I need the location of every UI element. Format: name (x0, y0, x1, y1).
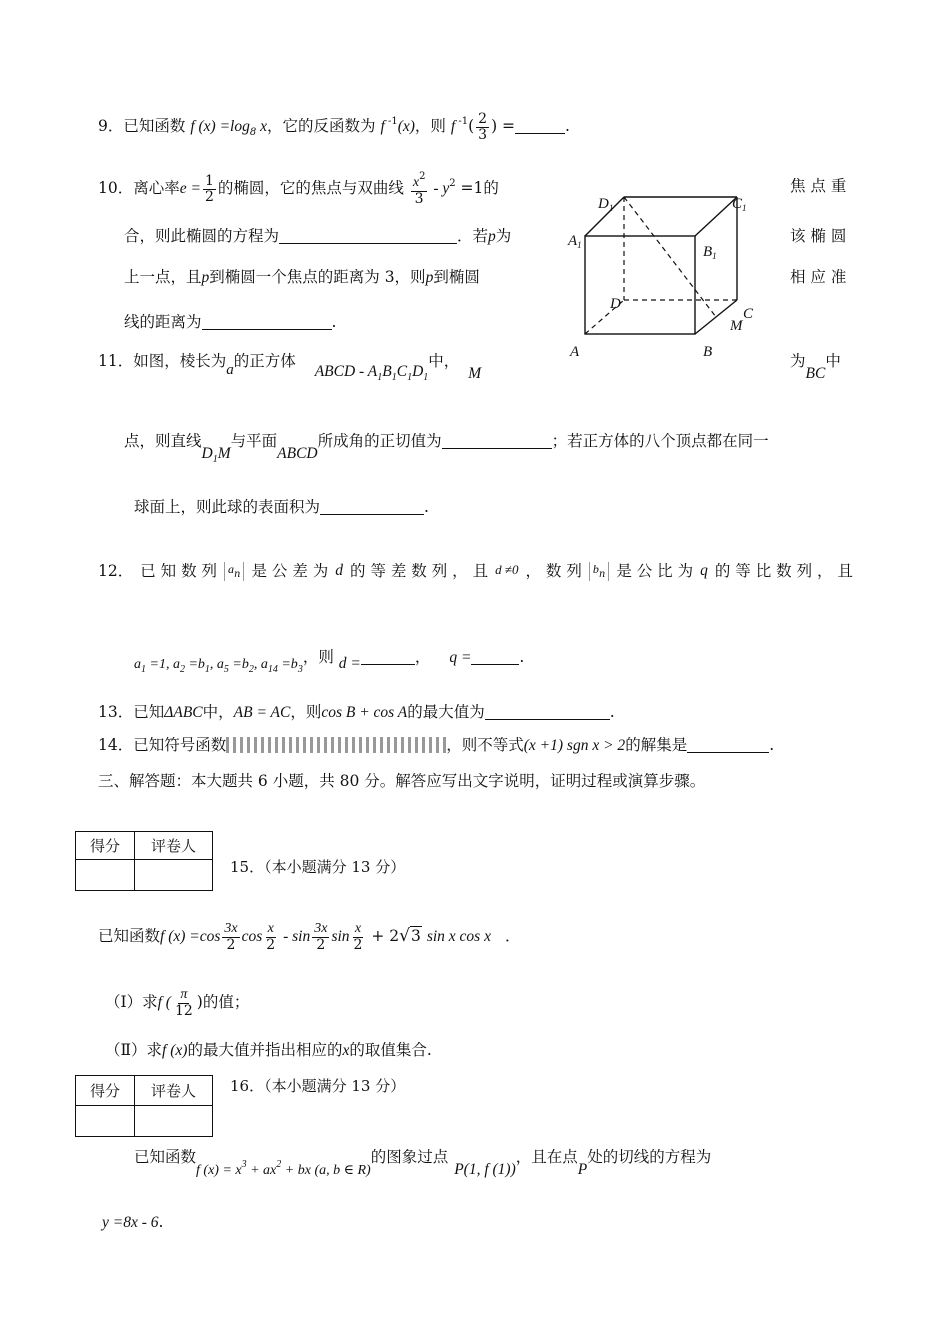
q13-answer-blank[interactable] (485, 704, 610, 721)
sgn-definition-image (226, 737, 446, 753)
q14-answer-blank[interactable] (687, 737, 769, 754)
score-table-16 (75, 1075, 213, 1137)
q9-line: 9．已知函数 f $(x) =\log_8$ x，它的反函数为 f $^{-1}$(x)，则 f $^{-1}$( $\frac{2}{3}$ ) = . (98, 111, 570, 143)
section-3-heading: 三、解答题：本大题共 6 小题，共 80 分。解答应写出文字说明，证明过程或演算步骤。 (98, 772, 706, 790)
label-b: B (703, 344, 713, 360)
q14-line: 14．已知符号函数 ，则不等式(x +1) sgn x > 2的解集是 . (98, 736, 775, 754)
score-cell[interactable] (76, 860, 135, 891)
q10-line1: 10．离心率e = $\frac{1}{2}$ 的椭圆，它的焦点与双曲线 $\frac{x^2}{3}$ - $y^2 =1$的 (98, 171, 499, 207)
label-m: M (730, 318, 743, 334)
grader-cell[interactable] (135, 860, 213, 891)
score-header: 得分 (76, 1076, 135, 1106)
q11-tangent-blank[interactable] (442, 433, 552, 450)
q16-line1: 已知函数f $(x) = x^3 + ax^2$ + bx (a, b ∈ R)的图象过点P(1, f (1))，且在点P处的切线的方程为 (134, 1148, 712, 1178)
label-a: A (570, 344, 580, 360)
label-d: D (610, 296, 621, 312)
score-header: 得分 (76, 832, 135, 860)
q10-right3: 相 应 准 (790, 268, 847, 286)
q11-line1: 11．如图，棱长为a的正方体 ABCD - $A_1B_1C_1D_1$中， M (98, 352, 482, 383)
cube-edge-b1c1 (695, 197, 737, 236)
cube-figure (560, 188, 780, 368)
q10-e-fraction: $\frac{1}{2}$ (204, 173, 214, 205)
label-b1: $B_1$ (703, 244, 717, 261)
q10-right2: 该 椭 圆 (790, 227, 847, 245)
q10-distance-blank[interactable] (202, 314, 332, 331)
grader-header: 评卷人 (135, 832, 213, 860)
grader-cell[interactable] (135, 1106, 213, 1137)
label-c1: $C_1$ (732, 196, 747, 213)
q10-right1: 焦 点 重 (790, 177, 847, 195)
label-c: C (743, 306, 754, 322)
q10-ellipse-equation-blank[interactable] (279, 228, 457, 245)
q15-header: 15．（本小题满分 13 分） (230, 858, 406, 876)
q10-line2: 合，则此椭圆的方程为 ．若p为 (124, 227, 512, 245)
label-d1: $D_1$ (598, 196, 614, 213)
q16-line2: y =8x - 6. (102, 1213, 164, 1231)
q9-answer-blank[interactable] (515, 118, 565, 135)
q12-q-blank[interactable] (471, 649, 519, 666)
q10-hyperbola-fraction: $\frac{x^2}{3}$ (412, 171, 426, 207)
q15-part1: （Ⅰ）求f ( $\frac{\pi}{12}$ )的值； (105, 987, 250, 1019)
label-a1: $A_1$ (568, 233, 582, 250)
q15-part2: （Ⅱ）求f (x)的最大值并指出相应的x的取值集合. (105, 1041, 432, 1059)
q12-line1: 12． 已 知 数 列 $a_n$ 是 公 差 为 d 的 等 差 数 列 ， 且 d ≠0 ， 数 列 $b_n$ 是 公 比 为 q 的 等 比 数 列 ， 且 (98, 562, 853, 580)
score-table-15 (75, 831, 213, 891)
q9-fraction: $\frac{2}{3}$ (478, 111, 488, 143)
grader-header: 评卷人 (135, 1076, 213, 1106)
q15-function: 已知函数f (x) =cos $\frac{3x}{2}$ cos $\frac{x}{2}$ - sin $\frac{3x}{2}$ sin $\frac{x}{2}$ + 2√3 sin x cos x ． (98, 921, 521, 953)
q11-right: 为BC中 (790, 352, 841, 382)
q12-line2: $a_1 =1$, $a_2 =b_1$, $a_5 =b_2$, $a_{14} =b_3$，则 d = ， q = . (134, 648, 525, 675)
q16-header: 16．（本小题满分 13 分） (230, 1077, 406, 1095)
q11-line2: 点，则直线$D_1M$与平面ABCD所成角的正切值为 ；若正方体的八个顶点都在同一 (124, 432, 769, 465)
q10-line3: 上一点，且p到椭圆一个焦点的距离为 3，则p到椭圆 (124, 268, 480, 286)
q11-sphere-area-blank[interactable] (320, 499, 424, 516)
score-cell[interactable] (76, 1106, 135, 1137)
q10-line4: 线的距离为 . (124, 313, 337, 331)
q13-line: 13．已知ΔABC中，AB = AC，则cos B + cos A的最大值为 . (98, 703, 615, 721)
q11-line3: 球面上，则此球的表面积为 . (134, 498, 429, 516)
q12-d-blank[interactable] (361, 649, 415, 666)
